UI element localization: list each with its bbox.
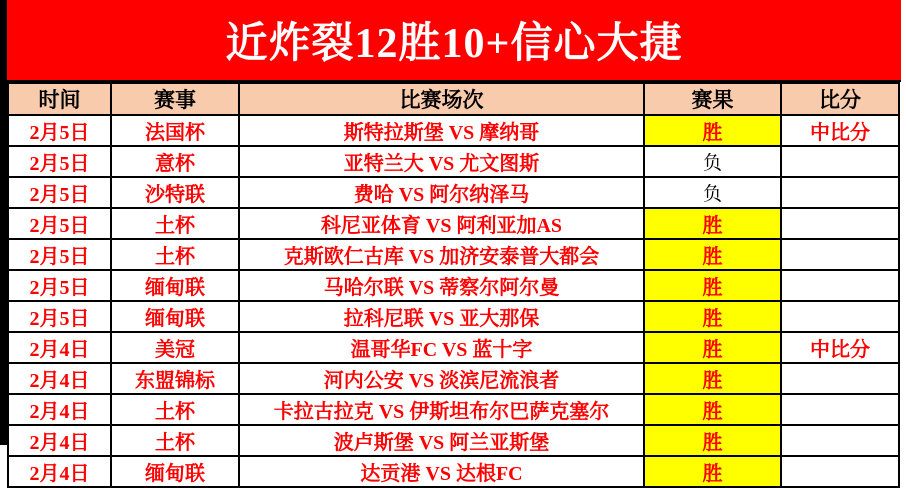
score-cell: [781, 394, 899, 425]
league-cell: 沙特联: [111, 177, 239, 208]
table-row: [8, 239, 899, 270]
league-cell: 缅甸联: [111, 301, 239, 332]
score-cell: [781, 177, 899, 208]
result-cell: 胜: [644, 208, 781, 239]
result-cell: 负: [644, 146, 781, 177]
banner-title: 近炸裂12胜10+信心大捷: [225, 21, 683, 67]
league-cell: 土杯: [111, 394, 239, 425]
result-cell: 胜: [644, 239, 781, 270]
date-cell: 2月5日: [8, 177, 111, 208]
results-table: [7, 82, 900, 488]
score-cell: [781, 456, 899, 487]
league-cell: 土杯: [111, 425, 239, 456]
match-cell: 温哥华FC VS 蓝十字: [239, 332, 644, 363]
score-cell: [781, 270, 899, 301]
date-cell: 2月5日: [8, 239, 111, 270]
match-cell: 河内公安 VS 淡滨尼流浪者: [239, 363, 644, 394]
result-cell: 负: [644, 177, 781, 208]
table-row: [8, 425, 899, 456]
table-row: [8, 332, 899, 363]
match-cell: 亚特兰大 VS 尤文图斯: [239, 146, 644, 177]
table-row: [8, 208, 899, 239]
date-cell: 2月4日: [8, 456, 111, 487]
table-row: [8, 301, 899, 332]
match-cell: 波卢斯堡 VS 阿兰亚斯堡: [239, 425, 644, 456]
table-body: [8, 115, 899, 487]
header-cell-result: 赛果: [644, 83, 781, 115]
league-cell: 美冠: [111, 332, 239, 363]
score-cell: [781, 208, 899, 239]
header-cell-league: 赛事: [111, 83, 239, 115]
table-row: [8, 146, 899, 177]
league-cell: 意杯: [111, 146, 239, 177]
match-cell: 拉科尼联 VS 亚大那保: [239, 301, 644, 332]
result-cell: 胜: [644, 425, 781, 456]
match-cell: 马哈尔联 VS 蒂察尔阿尔曼: [239, 270, 644, 301]
date-cell: 2月5日: [8, 301, 111, 332]
date-cell: 2月5日: [8, 115, 111, 146]
date-cell: 2月4日: [8, 332, 111, 363]
table-row: [8, 363, 899, 394]
match-cell: 达贡港 VS 达根FC: [239, 456, 644, 487]
result-cell: 胜: [644, 394, 781, 425]
date-cell: 2月4日: [8, 394, 111, 425]
match-cell: 费哈 VS 阿尔纳泽马: [239, 177, 644, 208]
date-cell: 2月5日: [8, 146, 111, 177]
league-cell: 缅甸联: [111, 456, 239, 487]
score-cell: [781, 301, 899, 332]
date-cell: 2月5日: [8, 208, 111, 239]
match-cell: 科尼亚体育 VS 阿利亚加AS: [239, 208, 644, 239]
result-cell: 胜: [644, 270, 781, 301]
result-cell: 胜: [644, 456, 781, 487]
league-cell: 东盟锦标: [111, 363, 239, 394]
league-cell: 法国杯: [111, 115, 239, 146]
date-cell: 2月4日: [8, 363, 111, 394]
result-cell: 胜: [644, 301, 781, 332]
table-row: [8, 115, 899, 146]
header-row: [8, 83, 899, 115]
score-cell: [781, 363, 899, 394]
date-cell: 2月5日: [8, 270, 111, 301]
table-row: [8, 177, 899, 208]
table-row: [8, 394, 899, 425]
score-cell: [781, 146, 899, 177]
score-cell: 中比分: [781, 332, 899, 363]
date-cell: 2月4日: [8, 425, 111, 456]
table-row: [8, 270, 899, 301]
result-cell: 胜: [644, 332, 781, 363]
title-banner: [7, 0, 901, 82]
header-cell-match: 比赛场次: [239, 83, 644, 115]
header-cell-time: 时间: [8, 83, 111, 115]
match-cell: 卡拉古拉克 VS 伊斯坦布尔巴萨克塞尔: [239, 394, 644, 425]
score-cell: [781, 239, 899, 270]
league-cell: 土杯: [111, 208, 239, 239]
league-cell: 土杯: [111, 239, 239, 270]
score-cell: [781, 425, 899, 456]
score-cell: 中比分: [781, 115, 899, 146]
result-cell: 胜: [644, 363, 781, 394]
match-cell: 克斯欧仁古库 VS 加济安泰普大都会: [239, 239, 644, 270]
result-cell: 胜: [644, 115, 781, 146]
table-row: [8, 456, 899, 487]
league-cell: 缅甸联: [111, 270, 239, 301]
match-cell: 斯特拉斯堡 VS 摩纳哥: [239, 115, 644, 146]
header-cell-score: 比分: [781, 83, 899, 115]
